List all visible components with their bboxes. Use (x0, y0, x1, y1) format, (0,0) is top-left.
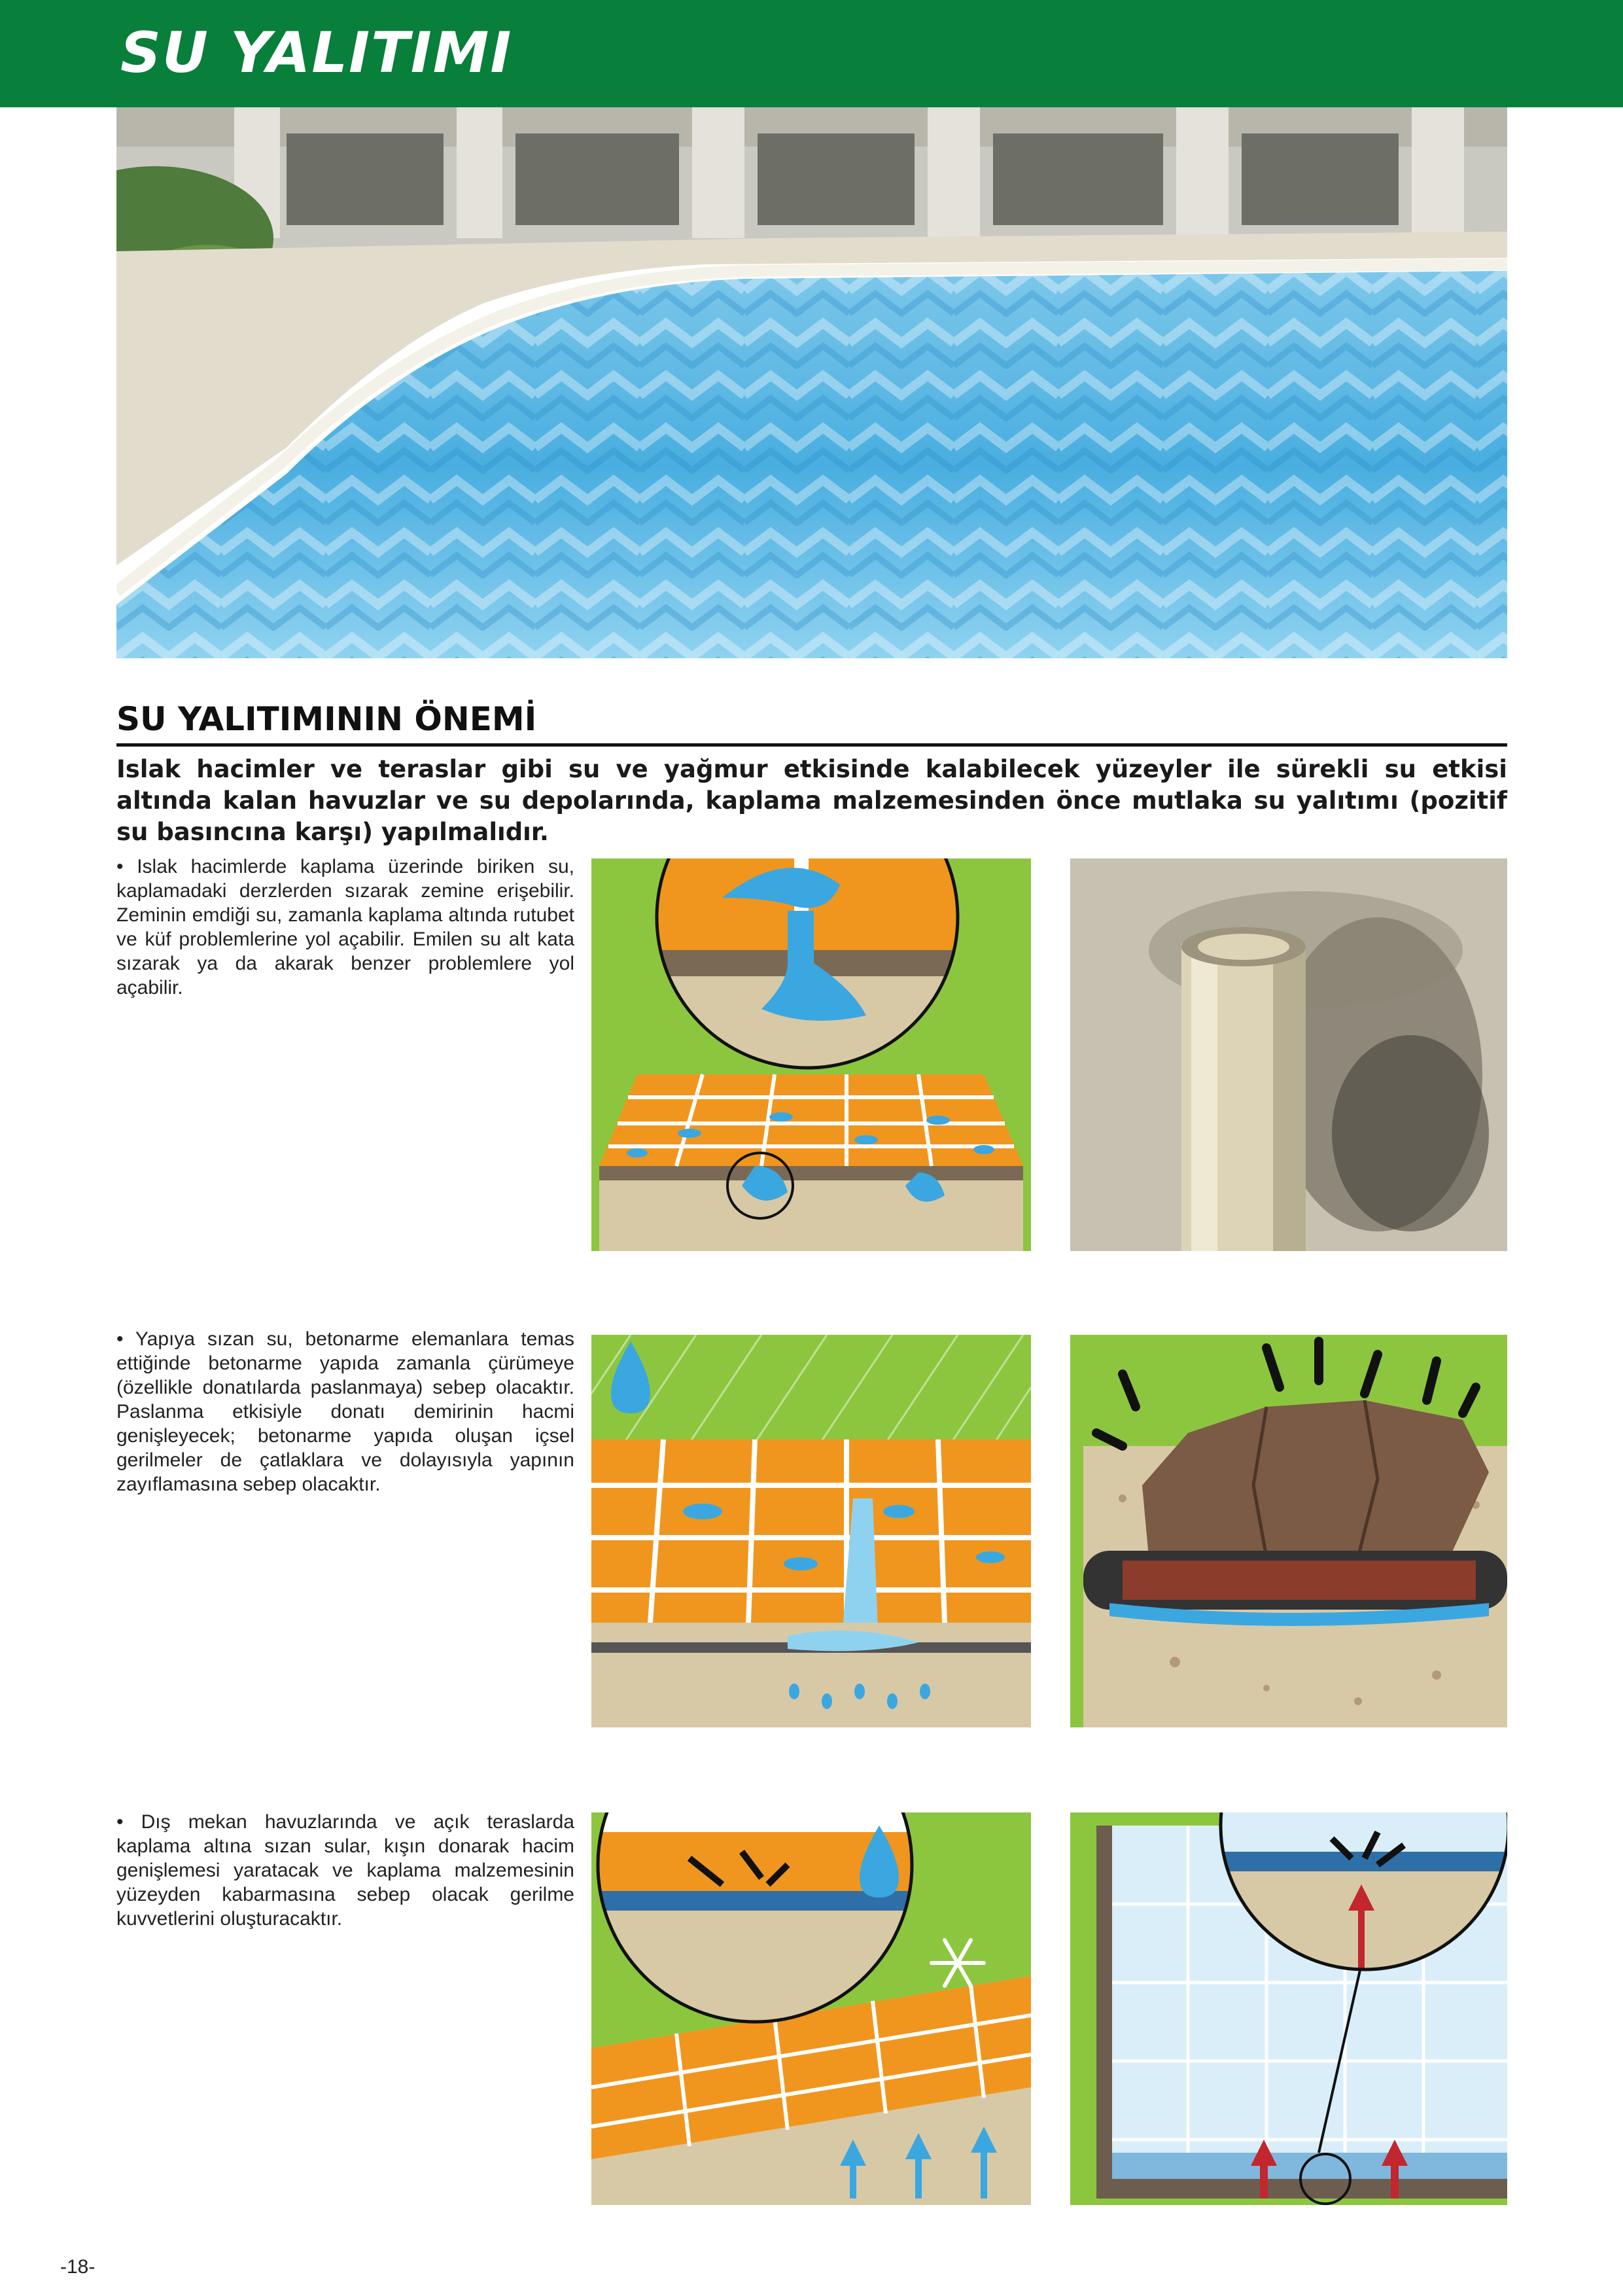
pool-tile-heave-illustration (1070, 1812, 1507, 2205)
bullet-text-3: • Dış mekan havuzlarında ve açık teraslarda kaplama altına sızan sular, kışın donarak hacim genişlemesi yaratacak ve kaplama malzemesinin yüzeyden kabarmasına sebep olacak gerilme kuvvetlerini oluşturacaktır. (116, 1811, 574, 1930)
bullet-text-1: • Islak hacimlerde kaplama üzerinde biriken su, kaplamadaki derzlerden sızarak zemine erişebilir. Zeminin emdiği su, zamanla kaplama altında rutubet ve küf problemlerine yol açabilir. Emilen su alt kata sızarak ya da akarak benzer problemlere yol açabilir. (116, 856, 574, 998)
rusted-rebar-illustration (1070, 1335, 1507, 1727)
page-number: -18- (60, 2256, 96, 2278)
mold-pipe-photo (1070, 858, 1507, 1251)
section-title: SU YALITIMININ ÖNEMİ (116, 700, 537, 738)
intro-paragraph: Islak hacimler ve teraslar gibi su ve yağmur etkisinde kalabilecek yüzeyler ile sürekli su etkisi altında kalan havuzlar ve su depolarında, kaplama malzemesinden önce mutlaka su yalıtımı (pozitif su basıncına karşı) yapılmalıdır. (116, 755, 1507, 846)
bullet-text-2: • Yapıya sızan su, betonarme elemanlara temas ettiğinde betonarme yapıda zamanla çürümeye (özellikle donatılarda paslanmaya) sebep olacaktır. Paslanma etkisiyle donatı demirinin hacmi genişleyecek; betonarme yapıda oluşan içsel gerilmeler de çatlaklara ve dolayısıyla yapının zayıflamasına sebep olacaktır. (116, 1328, 574, 1495)
hero-pool-photo (116, 107, 1507, 658)
rain-seepage-illustration (591, 1335, 1031, 1727)
header-bar (0, 0, 1623, 107)
water-seepage-illustration (591, 858, 1031, 1251)
frost-damage-illustration (591, 1812, 1031, 2205)
page-title: SU YALITIMI (120, 20, 513, 86)
section-divider (116, 743, 1507, 747)
